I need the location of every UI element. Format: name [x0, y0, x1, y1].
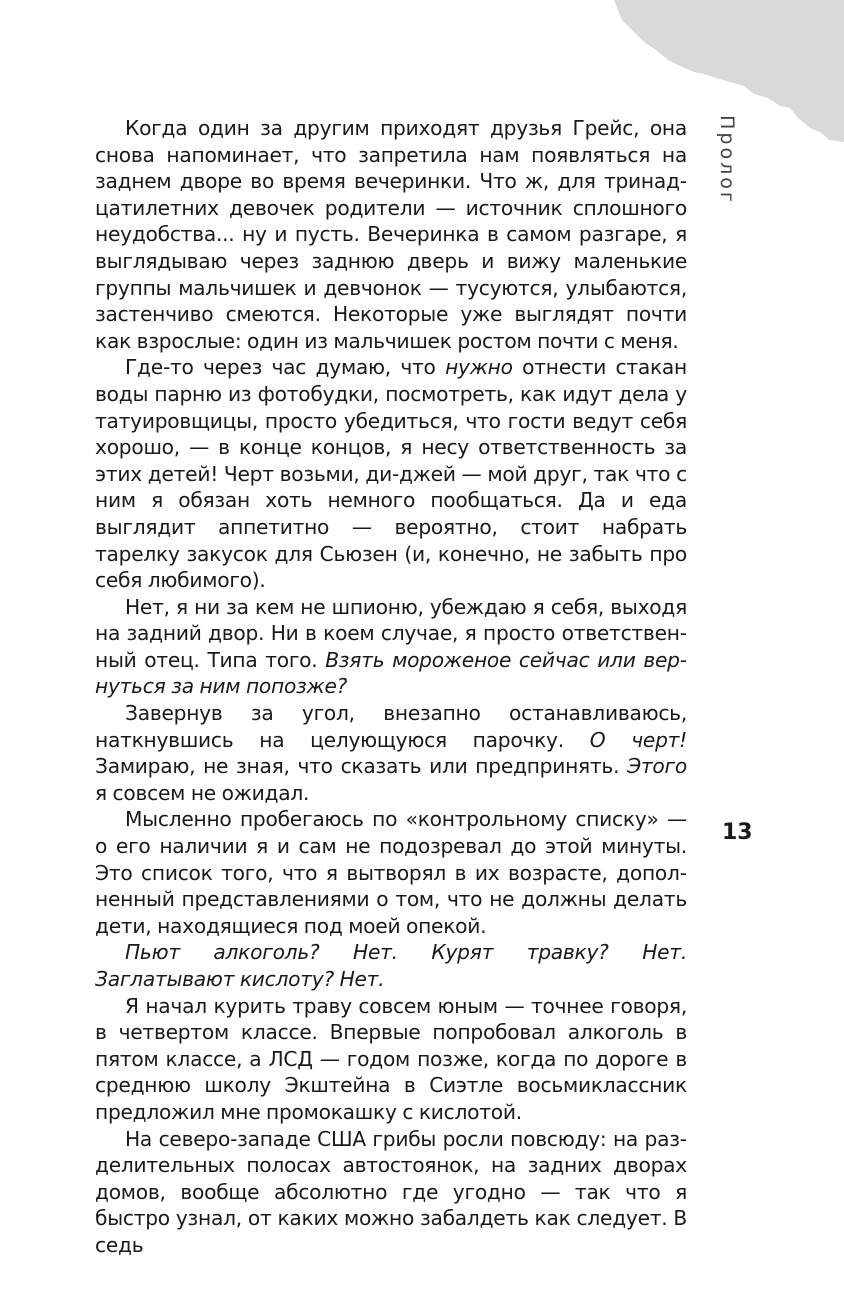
- paragraph: [95, 115, 687, 354]
- running-head-title: Пролог: [716, 115, 739, 205]
- text-run: Замираю, не зная, что сказать или предпринять.: [95, 754, 628, 779]
- paragraph: [95, 354, 687, 593]
- running-head: [705, 115, 749, 205]
- paragraph: [95, 993, 687, 1126]
- italic-text: нужно: [445, 355, 513, 380]
- italic-text: Этого: [627, 754, 687, 779]
- body-text: [95, 115, 687, 1259]
- paragraph: [95, 700, 687, 806]
- text-run: Где-то через час думаю, что: [125, 355, 446, 380]
- paragraph: [95, 806, 687, 939]
- paragraph: [95, 1126, 687, 1259]
- text-run: На северо-западе США грибы росли повсюду: на разделительных полосах автостоянок, на задних дворах домов, вообще абсолютно где угодно — так что я быстро узнал, от каких можно забалдеть как следует. В седь: [95, 1126, 687, 1257]
- text-run: отнести стакан воды парню из фотобудки, посмотреть, как идут дела у татуировщицы, просто убедиться, что гости ведут себя хорошо, — в конце концов, я несу ответственность за этих детей! Черт возьми, ди-джей — мой друг, так что с ним я обязан хоть немного пообщаться. Да и еда выглядит аппетитно — вероятно, стоит набрать тарелку закусок для Сьюзен (и, конечно, не забыть про себя любимого).: [95, 355, 687, 593]
- italic-text: О черт!: [589, 727, 687, 752]
- paragraph: [95, 939, 687, 992]
- text-run: Нет, я ни за кем не шпионю, убеждаю я себя, выходя на задний двор. Ни в коем случае, я просто ответственный отец. Типа того.: [95, 594, 687, 672]
- page-number: 13: [722, 820, 753, 845]
- paragraph: [95, 594, 687, 700]
- italic-text: Взять мороженое сейчас или вернуться за ним попозже?: [95, 647, 688, 699]
- text-run: Я начал курить траву совсем юным — точнее говоря, в четвертом классе. Впервые попробовал алкоголь в пятом классе, а ЛСД — годом позже, когда по дороге в среднюю школу Экштейна в Сиэтле восьмиклассник предложил мне промокашку с кислотой.: [95, 993, 687, 1124]
- text-run: Мысленно пробегаюсь по «контрольному списку» — о его наличии я и сам не подозревал до этой минуты. Это список того, что я вытворял в их возрасте, дополненный представлениями о том, что не должны делать дети, находящиеся под моей опекой.: [95, 807, 687, 938]
- italic-text: Пьют алкоголь? Нет. Курят травку? Нет. Заглатывают кислоту? Нет.: [95, 940, 687, 991]
- text-run: Когда один за другим приходят друзья Грейс, она снова напоминает, что запретила нам появляться на заднем дворе во время вечеринки. Что ж, для тринадцатилетних девочек родители — источник сплошного неудобства... ну и пусть. Вечеринка в самом разгаре, я выглядываю через заднюю дверь и вижу маленькие группы мальчишек и девчонок — тусуются, улыбаются, застенчиво смеются. Некоторые уже выглядят почти как взрослые: один из мальчишек ростом почти с меня.: [95, 116, 687, 353]
- text-run: я совсем не ожидал.: [95, 780, 310, 805]
- text-run: Завернув за угол, внезапно останавливаюсь, наткнувшись на целующуюся парочку.: [95, 701, 687, 752]
